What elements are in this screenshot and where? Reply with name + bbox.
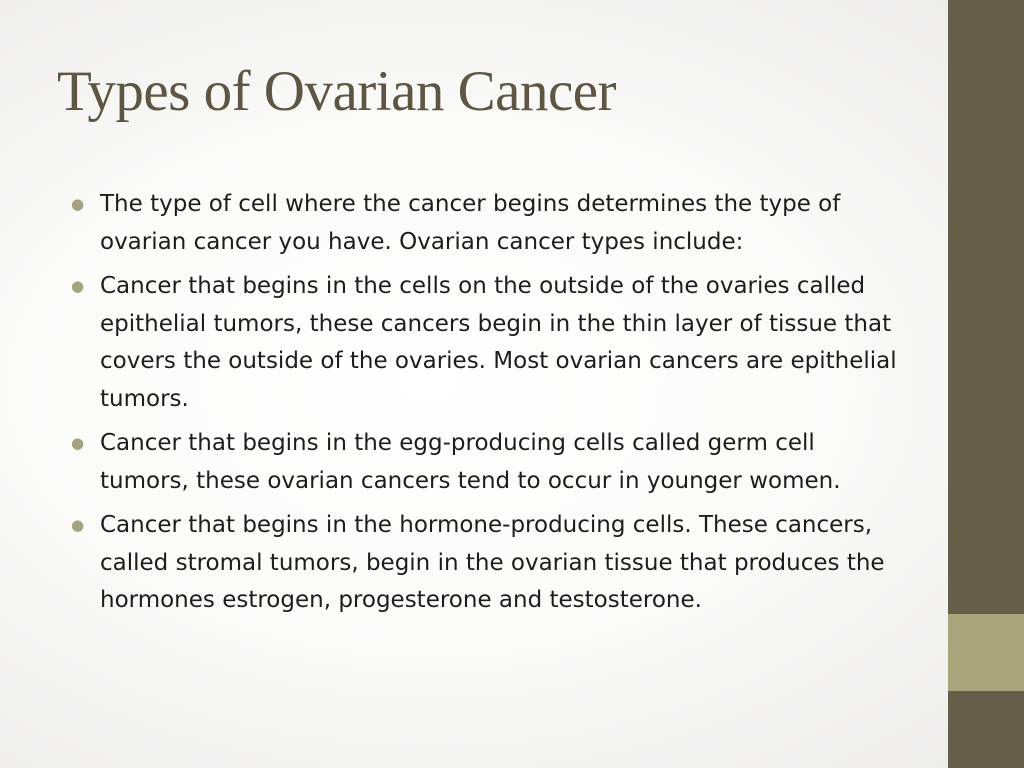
bullet-text: The type of cell where the cancer begins determines the type of ovarian cancer you have. Ovarian cancer types include: bbox=[100, 191, 841, 255]
bullet-dot-icon: ● bbox=[71, 195, 85, 213]
slide-title: Types of Ovarian Cancer bbox=[57, 60, 617, 123]
bullet-item bbox=[71, 186, 906, 261]
bullet-item bbox=[71, 425, 906, 500]
bullet-dot-icon: ● bbox=[71, 516, 85, 534]
bullet-text: Cancer that begins in the cells on the outside of the ovaries called epithelial tumors, these cancers begin in the thin layer of tissue that covers the outside of the ovaries. Most ovarian cancers are epithelial tumors. bbox=[100, 273, 897, 412]
bullet-item bbox=[71, 268, 906, 418]
bullet-text: Cancer that begins in the hormone-producing cells. These cancers, called stromal tumors, begin in the ovarian tissue that produces the hormones estrogen, progesterone and testosterone. bbox=[100, 512, 885, 613]
sidebar-accent-block bbox=[948, 614, 1024, 691]
bullet-text: Cancer that begins in the egg-producing cells called germ cell tumors, these ovarian cancers tend to occur in younger women. bbox=[100, 430, 841, 494]
bullet-dot-icon: ● bbox=[71, 434, 85, 452]
bullet-dot-icon: ● bbox=[71, 277, 85, 295]
bullet-list bbox=[71, 186, 906, 627]
bullet-item bbox=[71, 507, 906, 620]
